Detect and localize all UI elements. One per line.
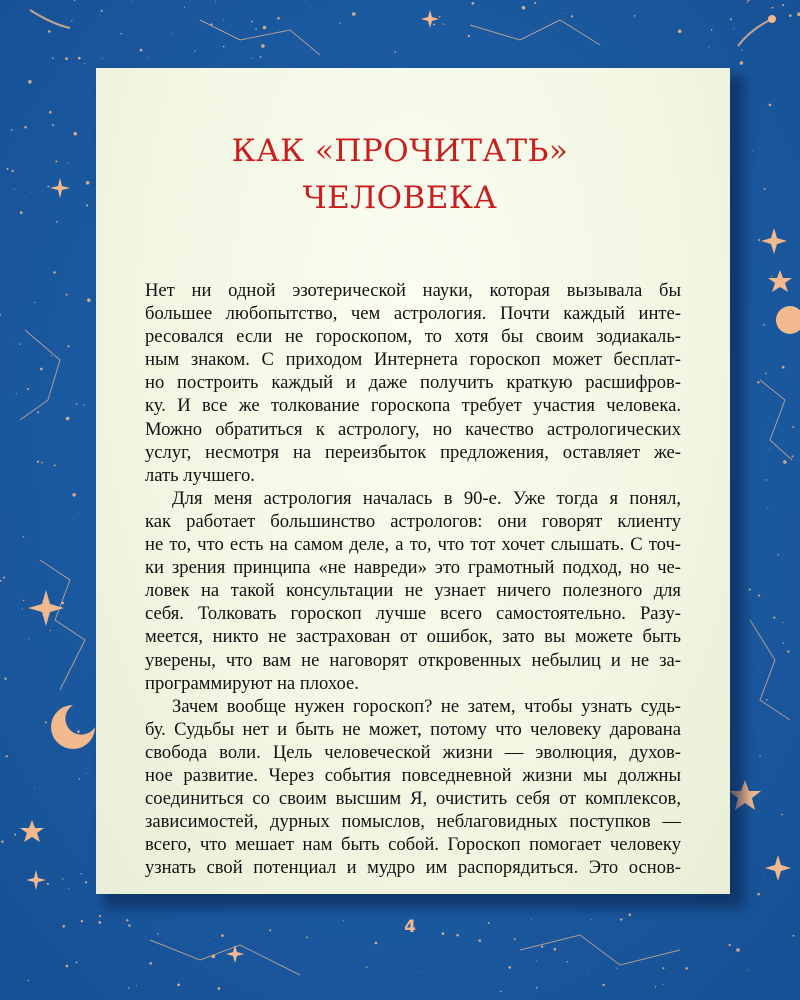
star-dot: [6, 755, 8, 757]
star-dot: [628, 913, 631, 916]
star-dot: [620, 918, 622, 920]
star-dot: [711, 29, 713, 31]
star-dot: [53, 271, 55, 273]
star-dot: [209, 939, 210, 940]
star-dot: [602, 984, 604, 986]
star-dot: [77, 730, 80, 733]
star-dot: [782, 622, 783, 623]
star-dot: [468, 35, 470, 37]
star-dot: [62, 925, 65, 928]
star-dot: [471, 2, 474, 5]
star-dot: [766, 699, 768, 701]
star-dot: [4, 678, 6, 680]
paragraph-line: но построить каждый и даже получить краткую расшифров-: [145, 372, 681, 394]
star-dot: [792, 426, 794, 428]
paragraph-line: лать лучшего.: [145, 464, 255, 486]
star-dot: [531, 918, 532, 919]
star-dot: [148, 57, 149, 58]
star-dot: [99, 15, 100, 16]
star-dot: [771, 275, 772, 276]
star-dot: [3, 577, 5, 579]
paragraph-line: ловек на такой консультации не узнает ничего полезного для: [145, 580, 681, 602]
star-dot: [157, 933, 158, 934]
chapter-title-line: ЧЕЛОВЕКА: [302, 180, 498, 216]
star-dot: [80, 873, 81, 874]
star-dot: [78, 57, 81, 60]
star-dot: [571, 15, 573, 17]
star-dot: [34, 302, 35, 303]
star-dot: [27, 388, 29, 390]
paragraph-line: ное развитие. Через события повседневной жизни мы должны: [145, 764, 681, 786]
star-dot: [51, 355, 52, 356]
star-dot: [708, 47, 709, 48]
paragraph-line: ку. И все же толкование гороскопа требует участия человека.: [145, 395, 681, 417]
star-dot: [763, 324, 765, 326]
star-dot: [22, 609, 23, 610]
star-dot: [456, 934, 459, 937]
star-dot: [758, 239, 760, 241]
star-dot: [37, 411, 39, 413]
star-dot: [375, 942, 378, 945]
star-dot: [81, 920, 83, 922]
star-dot: [787, 650, 789, 652]
star-dot: [740, 61, 744, 65]
star-dot: [149, 962, 152, 965]
star-dot: [479, 939, 482, 942]
paragraph-line: ки зрения принципа «не навреди» это грамотный подход, но че-: [145, 557, 681, 579]
paragraph-line: услуг, несмотря на переизбыток предложения, оставляет же-: [145, 441, 681, 463]
star-dot: [763, 879, 764, 880]
paragraph-line: программируют на плохое.: [145, 672, 359, 694]
star-dot: [3, 619, 4, 620]
paragraph-line: Можно обратиться к астрологу, но качество астрологических: [145, 418, 681, 440]
star-dot: [251, 58, 252, 59]
star-dot: [87, 969, 88, 970]
star-dot: [126, 919, 128, 921]
paragraph-line: меется, никто не застрахован от ошибок, зато вы можете быть: [145, 626, 681, 648]
star-dot: [306, 936, 308, 938]
star-dot: [339, 23, 340, 24]
star-dot: [782, 366, 785, 369]
star-dot: [84, 63, 85, 64]
star-dot: [218, 987, 221, 990]
star-dot: [72, 519, 73, 520]
star-dot: [62, 878, 64, 880]
star-dot: [14, 834, 16, 836]
star-dot: [128, 987, 129, 988]
star-dot: [793, 935, 795, 937]
star-dot: [733, 28, 734, 29]
star-dot: [131, 1, 132, 2]
star-dot: [783, 642, 784, 643]
star-dot: [65, 57, 68, 60]
star-dot: [0, 580, 2, 582]
star-dot: [766, 479, 767, 480]
star-dot: [394, 51, 396, 53]
star-dot: [488, 922, 490, 924]
star-dot: [789, 14, 792, 17]
star-dot: [255, 28, 257, 30]
star-dot: [67, 345, 69, 347]
star-dot: [772, 7, 774, 9]
star-dot: [736, 948, 740, 952]
star-dot: [781, 814, 783, 816]
star-dot: [741, 49, 742, 50]
paragraph-line: узнать свой потенциал и мудро им распорядиться. Это основ-: [145, 857, 681, 879]
paragraph-first-line: Зачем вообще нужен гороскоп? не затем, чтобы узнать судь-: [172, 695, 681, 717]
paragraph-first-line: Для меня астрология началась в 90-е. Уже тогда я понял,: [172, 487, 681, 509]
paragraph-line: ным знаком. С приходом Интернета гороскоп может бесплат-: [145, 349, 681, 371]
star-dot: [757, 893, 760, 896]
star-dot: [76, 961, 78, 963]
star-dot: [101, 10, 103, 12]
star-dot: [310, 7, 311, 8]
star-dot: [352, 12, 356, 16]
star-dot: [263, 26, 267, 30]
star-dot: [536, 960, 537, 961]
star-dot: [66, 965, 69, 968]
paragraph-line: бу. Судьбы нет и быть не может, потому что человеку дарована: [145, 718, 681, 740]
paragraph-line: свобода воли. Цель человеческой жизни — эволюция, духов-: [145, 741, 681, 763]
paragraph-line: как работает большинство астрологов: они говорят клиенту: [145, 510, 681, 532]
star-dot: [184, 7, 185, 8]
star-dot: [729, 944, 731, 946]
star-dot: [49, 111, 52, 114]
star-dot: [792, 455, 794, 457]
star-dot: [221, 934, 224, 937]
star-dot: [759, 755, 760, 756]
paragraph-line: не то, что есть на самом деле, а то, что тот хочет слышать. С точ-: [145, 534, 681, 556]
paragraph-line: уверены, что вам не наговорят откровенных небылиц и не за-: [145, 649, 681, 671]
star-dot: [630, 932, 631, 933]
star-dot: [98, 921, 101, 924]
star-dot: [177, 984, 180, 987]
star-dot: [588, 972, 589, 973]
star-dot: [66, 294, 68, 296]
star-dot: [765, 373, 767, 375]
star-dot: [68, 888, 69, 889]
star-dot: [418, 972, 419, 973]
star-dot: [616, 968, 617, 969]
star-dot: [52, 57, 54, 59]
star-dot: [16, 393, 17, 394]
star-dot: [309, 19, 310, 20]
star-dot: [749, 246, 750, 247]
star-dot: [251, 21, 253, 23]
star-dot: [439, 16, 441, 18]
star-dot: [591, 919, 592, 920]
paragraph-line: зависимостей, дурных помыслов, неблаговидных поступков —: [145, 811, 681, 833]
star-dot: [136, 985, 137, 986]
star-dot: [754, 89, 755, 90]
star-dot: [72, 74, 73, 75]
star-dot: [102, 58, 103, 59]
star-dot: [343, 920, 344, 921]
star-dot: [48, 30, 51, 33]
star-dot: [508, 966, 511, 969]
star-dot: [83, 404, 84, 405]
star-dot: [678, 29, 682, 33]
star-dot: [28, 980, 29, 981]
chapter-title: [0, 128, 800, 222]
star-dot: [260, 56, 262, 58]
star-dot: [758, 595, 760, 597]
star-dot: [19, 343, 20, 344]
star-dot: [72, 493, 76, 497]
star-dot: [442, 932, 445, 935]
star-dot: [777, 554, 778, 555]
star-dot: [171, 33, 172, 34]
star-dot: [85, 881, 87, 883]
star-dot: [536, 987, 538, 989]
star-dot: [769, 449, 770, 450]
body-text: [145, 279, 681, 879]
star-dot: [269, 929, 271, 931]
star-dot: [443, 23, 444, 24]
star-dot: [37, 461, 39, 463]
page-number: 4: [404, 917, 416, 937]
star-dot: [662, 967, 664, 969]
star-dot: [730, 18, 732, 20]
star-dot: [769, 104, 772, 107]
star-dot: [748, 969, 749, 970]
paragraph-line: соединиться со своим высшим Я, очистить себя от комплексов,: [145, 788, 681, 810]
star-dot: [140, 49, 143, 52]
star-dot: [783, 460, 787, 464]
star-dot: [223, 19, 224, 20]
star-dot: [277, 17, 280, 20]
star-dot: [541, 945, 543, 947]
paragraph-first-line: Нет ни одной эзотерической науки, которая вызывала бы: [145, 280, 681, 301]
star-dot: [23, 600, 24, 601]
star-dot: [749, 589, 751, 591]
star-dot: [86, 773, 87, 774]
star-dot: [61, 881, 62, 882]
star-dot: [662, 984, 663, 985]
star-dot: [194, 50, 195, 51]
star-dot: [566, 961, 567, 962]
paragraph-line: себя. Толковать гороскоп лучше всего самостоятельно. Разу-: [145, 603, 681, 625]
star-dot: [261, 44, 265, 48]
shooting-star-head: [768, 15, 776, 23]
star-dot: [50, 630, 51, 631]
star-dot: [27, 537, 28, 538]
star-dot: [47, 883, 49, 885]
star-dot: [66, 417, 70, 421]
star-dot: [34, 787, 35, 788]
paragraph-line: большее любопытство, чем астрология. Почти каждый инте-: [145, 303, 681, 325]
star-dot: [597, 915, 598, 916]
star-dot: [41, 462, 43, 464]
star-dot: [773, 617, 775, 619]
star-dot: [757, 381, 759, 383]
star-dot: [655, 986, 656, 987]
star-dot: [767, 508, 768, 509]
star-dot: [128, 924, 130, 926]
star-dot: [747, 2, 748, 3]
star-dot: [40, 368, 43, 371]
star-dot: [76, 403, 78, 405]
star-dot: [99, 915, 101, 917]
paragraph-line: ресовался если не гороскопом, то хотя бы своим зодиакаль-: [145, 326, 681, 348]
star-dot: [53, 397, 54, 398]
star-dot: [223, 46, 225, 48]
star-dot: [554, 948, 557, 951]
star-dot: [87, 298, 91, 302]
star-dot: [121, 33, 123, 35]
star-dot: [71, 20, 72, 21]
star-dot: [568, 926, 569, 927]
star-dot: [781, 983, 782, 984]
star-dot: [28, 638, 29, 639]
star-dot: [79, 778, 80, 779]
star-dot: [565, 13, 566, 14]
star-dot: [522, 6, 526, 10]
star-dot: [366, 966, 368, 968]
chapter-title-line: КАК «ПРОЧИТАТЬ»: [231, 133, 569, 169]
star-dot: [54, 464, 56, 466]
paragraph-line: всего, что мешает нам быть собой. Гороскоп помогает человеку: [145, 834, 681, 856]
star-dot: [778, 83, 779, 84]
star-dot: [534, 2, 536, 4]
star-dot: [52, 124, 54, 126]
star-dot: [782, 4, 784, 6]
star-dot: [500, 991, 502, 993]
star-dot: [1, 840, 3, 842]
star-dot: [9, 340, 10, 341]
star-dot: [23, 536, 24, 537]
star-dot: [433, 24, 435, 26]
star-dot: [685, 967, 688, 970]
star-dot: [514, 938, 516, 940]
star-dot: [634, 15, 636, 17]
star-dot: [45, 721, 47, 723]
star-dot: [28, 80, 32, 84]
star-dot: [215, 1, 216, 2]
